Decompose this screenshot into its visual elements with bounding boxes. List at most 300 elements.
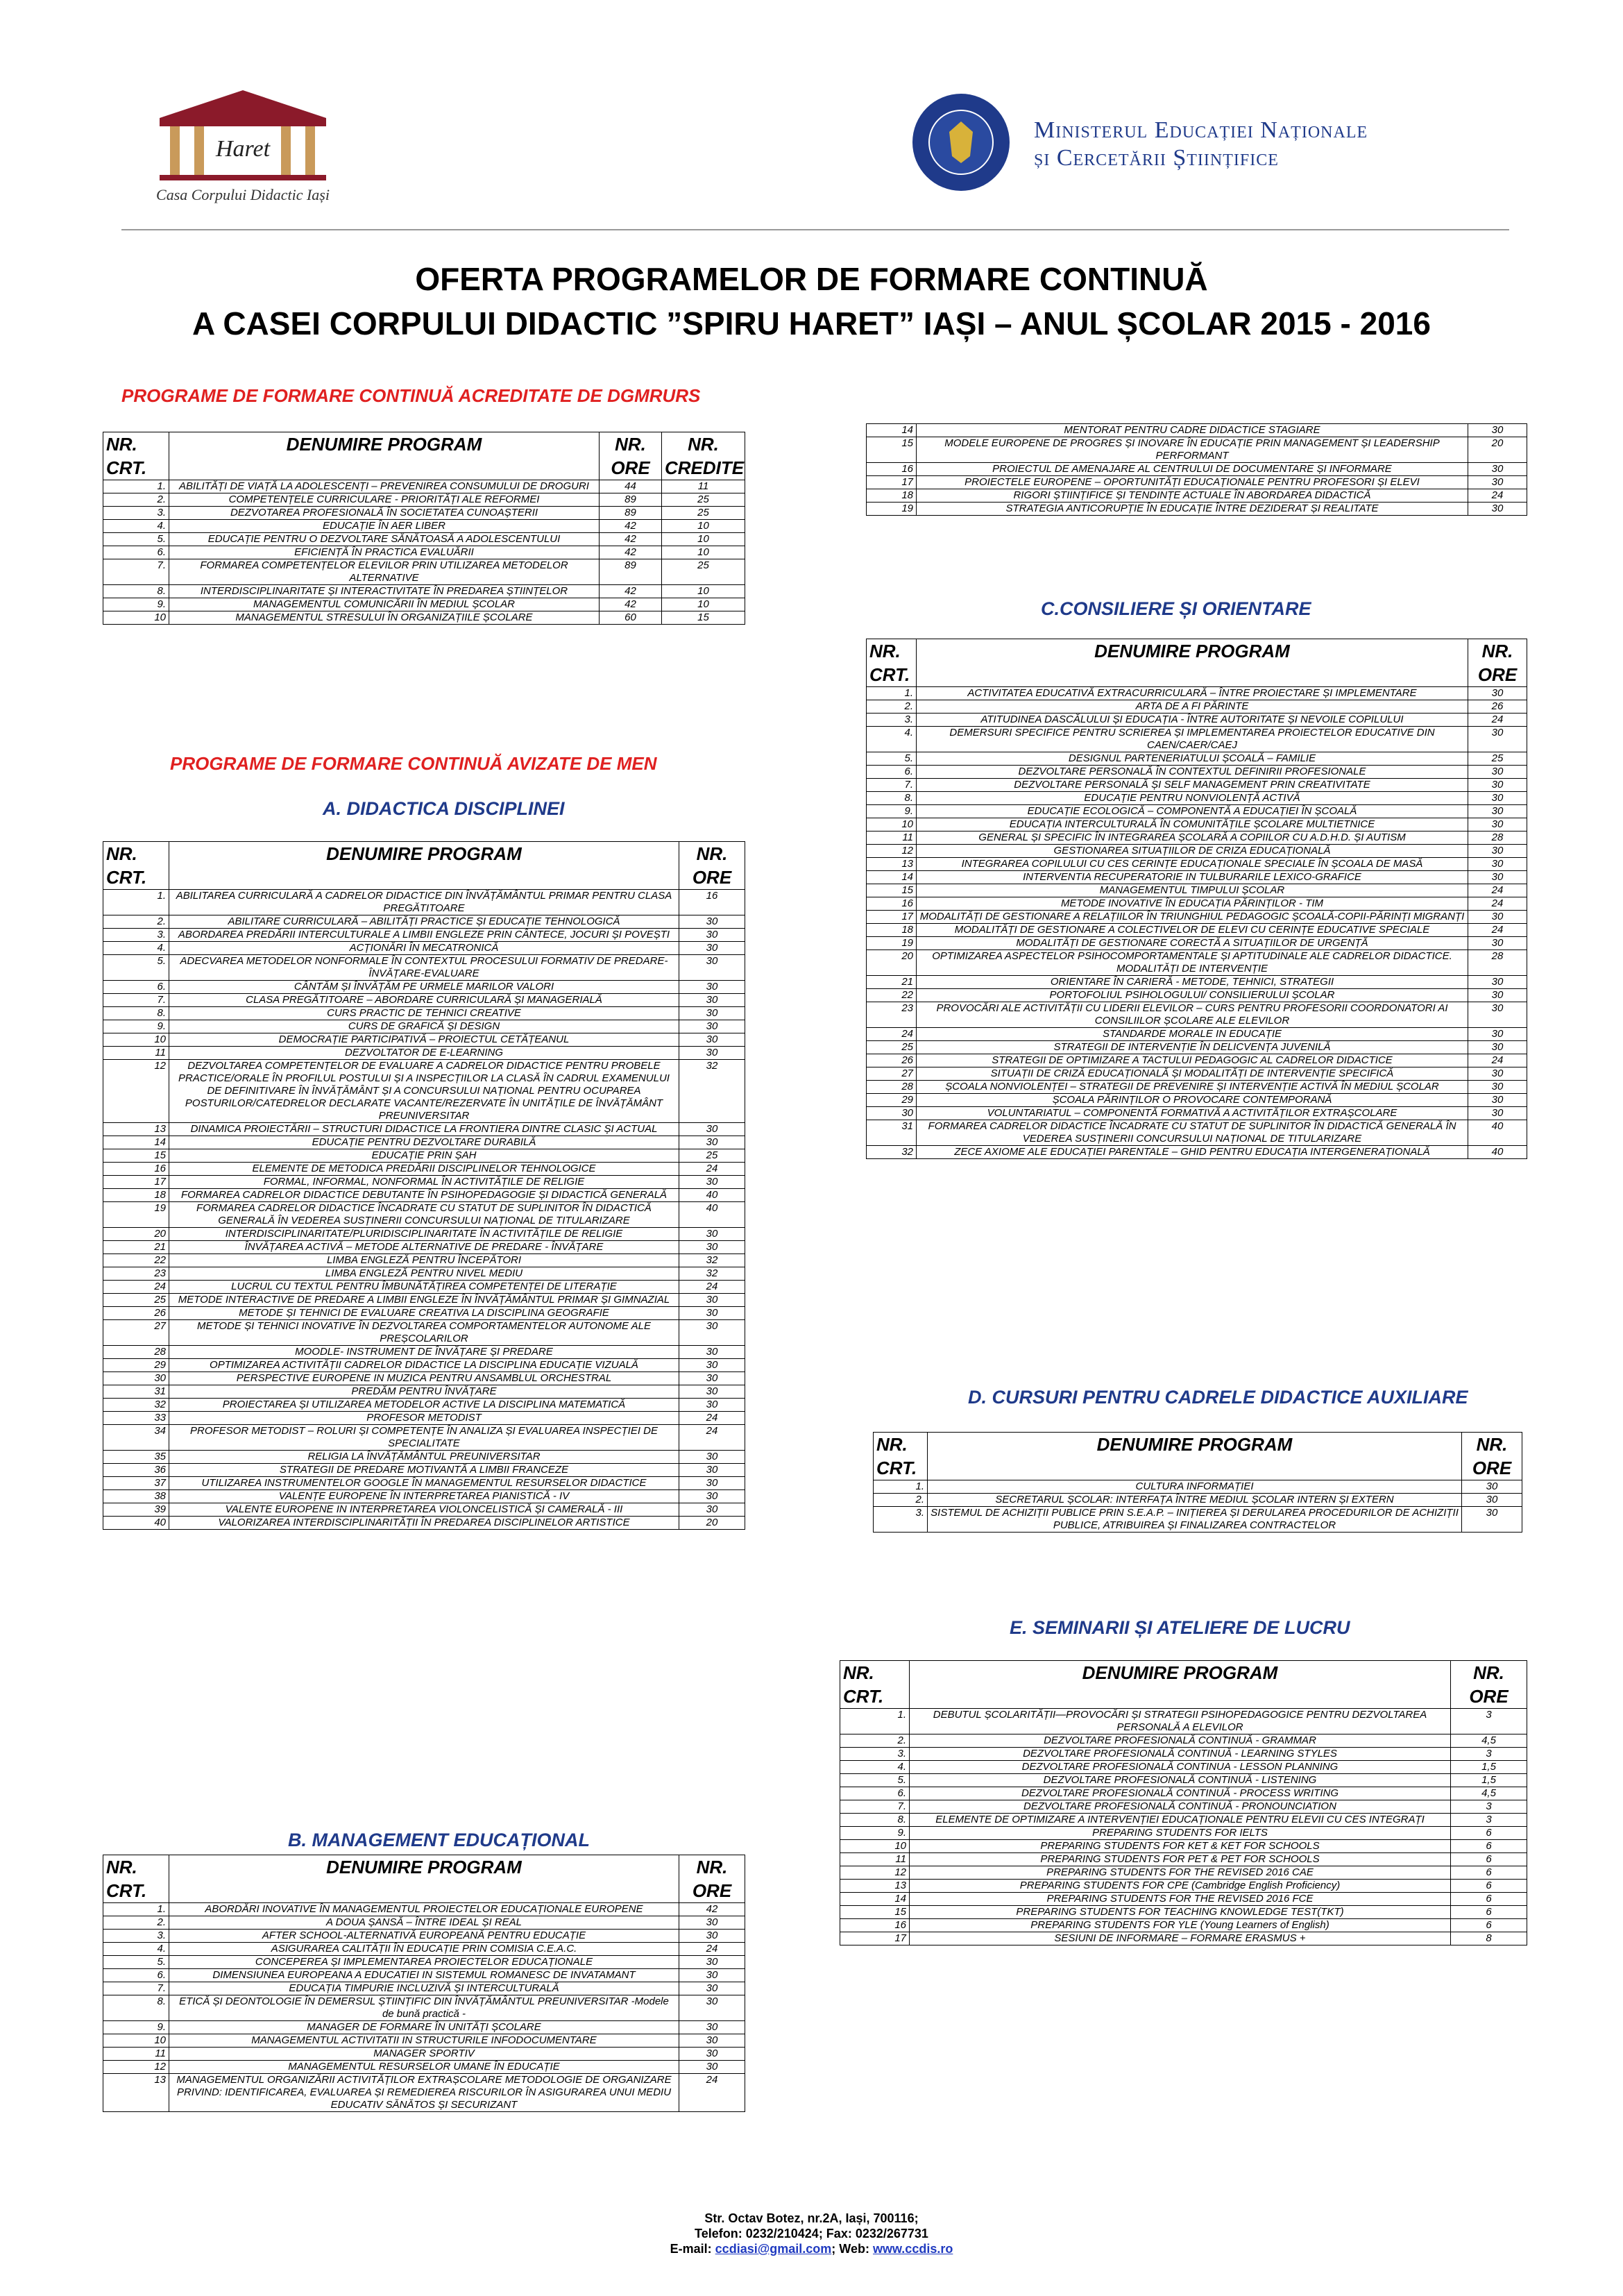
program-name: GESTIONAREA SITUAȚIILOR DE CRIZA EDUCAȚIONALĂ	[917, 845, 1468, 858]
row-number: 16	[867, 463, 917, 476]
table-row	[867, 727, 1527, 752]
row-number: 10	[867, 818, 917, 832]
program-name: PROVOCĂRI ALE ACTIVITĂȚII CU LIDERII ELEVILOR – CURS PENTRU PROFESORII COORDONATORI AI CONSILIILOR ȘCOLARE ALE ELEVILOR	[917, 1002, 1468, 1028]
program-name: DEZVOLTARE PERSONALĂ ȘI SELF MANAGEMENT PRIN CREATIVITATE	[917, 779, 1468, 792]
program-name: MANAGEMENTUL ACTIVITATII IN STRUCTURILE INFODOCUMENTARE	[169, 2034, 679, 2048]
program-name: RIGORI ȘTIINȚIFICE ȘI TENDINȚE ACTUALE ÎN ABORDAREA DIDACTICĂ	[917, 489, 1468, 503]
program-name: MOODLE- INSTRUMENT DE ÎNVĂȚARE ȘI PREDARE	[169, 1346, 679, 1359]
table-row	[103, 1320, 745, 1346]
hours-value: 30	[1468, 976, 1527, 989]
table-row	[103, 2034, 745, 2048]
hours-value: 42	[600, 520, 662, 533]
hours-value: 30	[1468, 727, 1527, 752]
program-name: ORIENTARE ÎN CARIERĂ - METODE, TEHNICI, STRATEGII	[917, 976, 1468, 989]
table-row	[840, 1853, 1527, 1866]
hours-value: 30	[1462, 1494, 1522, 1507]
seminarii-rows	[840, 1709, 1527, 1945]
program-name: INTERVENTIA RECUPERATORIE IN TULBURARILE LEXICO-GRAFICE	[917, 871, 1468, 884]
row-number: 1.	[840, 1709, 910, 1734]
auxiliare-heading: D. CURSURI PENTRU CADRELE DIDACTICE AUXILIARE	[968, 1387, 1468, 1408]
hours-value: 30	[679, 1359, 745, 1372]
program-name: ÎNVĂȚAREA ACTIVĂ – METODE ALTERNATIVE DE PREDARE - ÎNVĂȚARE	[169, 1241, 679, 1254]
program-name: PREDĂM PENTRU ÎNVĂȚARE	[169, 1385, 679, 1399]
row-number: 9.	[103, 1020, 169, 1033]
table-row	[103, 493, 745, 507]
table-row	[103, 598, 745, 611]
row-number: 23	[867, 1002, 917, 1028]
program-name: ABILITAREA CURRICULARĂ A CADRELOR DIDACTICE DIN ÎNVĂȚĂMÂNTUL PRIMAR PENTRU CLASA PREGĂTITOARE	[169, 890, 679, 915]
program-name: DEZVOLTARE PERSONALĂ ÎN CONTEXTUL DEFINIRII PROFESIONALE	[917, 766, 1468, 779]
table-row	[867, 766, 1527, 779]
hours-value: 30	[679, 1307, 745, 1320]
table-row	[867, 489, 1527, 503]
hours-value: 40	[679, 1189, 745, 1202]
row-number: 4.	[103, 520, 169, 533]
seminarii-heading: E. SEMINARII ȘI ATELIERE DE LUCRU	[1010, 1617, 1350, 1638]
program-name: PROIECTELE EUROPENE – OPORTUNITĂȚI EDUCAȚIONALE PENTRU PROFESORI ȘI ELEVI	[917, 476, 1468, 489]
table-row	[874, 1480, 1522, 1494]
hours-value: 30	[1468, 858, 1527, 871]
acreditate-table	[103, 432, 745, 625]
col-ore: NR. ORE	[679, 842, 745, 890]
table-row	[103, 1903, 745, 1916]
hours-value: 24	[679, 1943, 745, 1956]
table-row	[103, 1412, 745, 1425]
ministry-line-2: și Cercetării Științifice	[1034, 145, 1279, 171]
program-name: PORTOFOLIUL PSIHOLOGULUI/ CONSILIERULUI ȘCOLAR	[917, 989, 1468, 1002]
hours-value: 30	[679, 1385, 745, 1399]
program-name: STRATEGIA ANTICORUPȚIE ÎN EDUCAȚIE ÎNTRE DEZIDERAT ȘI REALITATE	[917, 503, 1468, 516]
row-number: 5.	[103, 533, 169, 546]
hours-value: 30	[1468, 1041, 1527, 1054]
row-number: 2.	[840, 1734, 910, 1748]
table-row	[103, 1228, 745, 1241]
program-name: AFTER SCHOOL-ALTERNATIVĂ EUROPEANĂ PENTRU EDUCAȚIE	[169, 1930, 679, 1943]
hours-value: 4,5	[1451, 1787, 1527, 1800]
table-row	[867, 832, 1527, 845]
program-name: SITUAȚII DE CRIZĂ EDUCAȚIONALĂ ȘI MODALITĂȚI DE INTERVENȚIE SPECIFICĂ	[917, 1067, 1468, 1081]
web-label: ; Web:	[831, 2242, 873, 2256]
hours-value: 30	[1468, 871, 1527, 884]
program-name: MENTORAT PENTRU CADRE DIDACTICE STAGIARE	[917, 424, 1468, 437]
hours-value: 24	[1468, 714, 1527, 727]
row-number: 28	[867, 1081, 917, 1094]
program-name: PREPARING STUDENTS FOR CPE (Cambridge English Proficiency)	[910, 1880, 1451, 1893]
row-number: 1.	[874, 1480, 928, 1494]
row-number: 18	[103, 1189, 169, 1202]
government-seal-icon	[909, 90, 1013, 194]
table-row	[103, 1517, 745, 1530]
table-row	[867, 714, 1527, 727]
table-row	[840, 1906, 1527, 1919]
table-row	[867, 911, 1527, 924]
email-label: E-mail:	[670, 2242, 715, 2256]
program-name: VOLUNTARIATUL – COMPONENTĂ FORMATIVĂ A ACTIVITĂȚILOR EXTRAȘCOLARE	[917, 1107, 1468, 1120]
table-row	[840, 1932, 1527, 1945]
row-number: 14	[867, 871, 917, 884]
table-row	[103, 2061, 745, 2074]
hours-value: 24	[1468, 1054, 1527, 1067]
col-ore: NR. ORE	[600, 432, 662, 480]
program-name: MODALITĂȚI DE GESTIONARE A RELAȚIILOR ÎN TRIUNGHIUL PEDAGOGIC ȘCOALĂ-COPII-PĂRINȚI MIGRANȚI	[917, 911, 1468, 924]
hours-value: 6	[1451, 1866, 1527, 1880]
program-name: MANAGER DE FORMARE ÎN UNITĂȚI ȘCOLARE	[169, 2021, 679, 2034]
program-name: UTILIZAREA INSTRUMENTELOR GOOGLE ÎN MANAGEMENTUL RESURSELOR DIDACTICE	[169, 1477, 679, 1490]
hours-value: 30	[679, 2048, 745, 2061]
col-name: DENUMIRE PROGRAM	[910, 1661, 1451, 1709]
table-row	[840, 1761, 1527, 1774]
row-number: 4.	[867, 727, 917, 752]
auxiliare-table	[873, 1432, 1522, 1533]
col-name: DENUMIRE PROGRAM	[169, 842, 679, 890]
col-ore: NR. ORE	[1468, 639, 1527, 687]
program-name: MANAGEMENTUL TIMPULUI ȘCOLAR	[917, 884, 1468, 897]
table-row	[867, 1054, 1527, 1067]
program-name: FORMAL, INFORMAL, NONFORMAL ÎN ACTIVITĂȚILE DE RELIGIE	[169, 1176, 679, 1189]
row-number: 3.	[103, 507, 169, 520]
program-name: PREPARING STUDENTS FOR KET & KET FOR SCHOOLS	[910, 1840, 1451, 1853]
hours-value: 30	[679, 2061, 745, 2074]
hours-value: 30	[679, 981, 745, 994]
table-row	[103, 1346, 745, 1359]
hours-value: 30	[1468, 805, 1527, 818]
hours-value: 32	[679, 1060, 745, 1123]
hours-value: 3	[1451, 1748, 1527, 1761]
hours-value: 30	[679, 1320, 745, 1346]
row-number: 21	[867, 976, 917, 989]
program-name: MANAGER SPORTIV	[169, 2048, 679, 2061]
credits-value: 10	[662, 546, 745, 559]
web-link[interactable]: www.ccdis.ro	[872, 2242, 953, 2256]
row-number: 19	[103, 1202, 169, 1228]
program-name: MANAGEMENTUL ORGANIZĂRII ACTIVITĂȚILOR EXTRAȘCOLARE METODOLOGIE DE ORGANIZARE PRIVIND: IDENTIFICAREA, EVALUAREA ȘI REMEDIEREA RISCURILOR ÎN ASIGURAREA UNUI MEDIU EDUCATIV SĂNĂTOS ȘI SECURIZANT	[169, 2074, 679, 2112]
table-row	[103, 1307, 745, 1320]
row-number: 14	[103, 1136, 169, 1149]
credits-value: 15	[662, 611, 745, 625]
table-row	[867, 950, 1527, 976]
hours-value: 6	[1451, 1893, 1527, 1906]
row-number: 1.	[867, 687, 917, 700]
row-number: 6.	[840, 1787, 910, 1800]
hours-value: 28	[1468, 950, 1527, 976]
didactica-rows	[103, 890, 745, 1530]
hours-value: 6	[1451, 1840, 1527, 1853]
program-name: METODE ȘI TEHNICI INOVATIVE ÎN DEZVOLTAREA COMPORTAMENTELOR AUTONOME ALE PREȘCOLARILOR	[169, 1320, 679, 1346]
hours-value: 30	[1468, 937, 1527, 950]
program-name: PROFESOR METODIST	[169, 1412, 679, 1425]
program-name: EFICIENȚĂ ÎN PRACTICA EVALUĂRII	[169, 546, 600, 559]
hours-value: 30	[679, 1136, 745, 1149]
table-row	[103, 507, 745, 520]
row-number: 6.	[867, 766, 917, 779]
hours-value: 30	[1468, 1002, 1527, 1028]
table-row	[103, 1033, 745, 1047]
row-number: 8.	[103, 1995, 169, 2021]
row-number: 17	[103, 1176, 169, 1189]
row-number: 7.	[867, 779, 917, 792]
row-number: 2.	[874, 1494, 928, 1507]
hours-value: 24	[679, 1412, 745, 1425]
title-line-1: OFERTA PROGRAMELOR DE FORMARE CONTINUĂ	[415, 261, 1208, 297]
hours-value: 24	[679, 1163, 745, 1176]
col-ore: NR. ORE	[1451, 1661, 1527, 1709]
table-row	[867, 805, 1527, 818]
table-row	[867, 1081, 1527, 1094]
header-divider	[121, 229, 1509, 230]
table-row	[840, 1774, 1527, 1787]
table-row	[103, 1464, 745, 1477]
management-rows-part2	[867, 424, 1527, 516]
table-row	[103, 981, 745, 994]
table-row	[867, 858, 1527, 871]
row-number: 9.	[103, 2021, 169, 2034]
row-number: 12	[103, 1060, 169, 1123]
hours-value: 30	[1468, 463, 1527, 476]
table-row	[103, 1123, 745, 1136]
table-row	[103, 520, 745, 533]
seminarii-table	[840, 1660, 1527, 1945]
credits-value: 25	[662, 559, 745, 585]
table-row	[103, 1267, 745, 1281]
hours-value: 6	[1451, 1906, 1527, 1919]
program-name: ATITUDINEA DASCĂLULUI ȘI EDUCAȚIA - ÎNTRE AUTORITATE ȘI NEVOILE COPILULUI	[917, 714, 1468, 727]
program-name: PREPARING STUDENTS FOR IELTS	[910, 1827, 1451, 1840]
hours-value: 30	[679, 994, 745, 1007]
row-number: 31	[867, 1120, 917, 1146]
table-row	[867, 871, 1527, 884]
hours-value: 30	[679, 1228, 745, 1241]
table-row	[840, 1787, 1527, 1800]
col-credite: NR. CREDITE	[662, 432, 745, 480]
hours-value: 30	[679, 1490, 745, 1503]
row-number: 13	[103, 2074, 169, 2112]
hours-value: 28	[1468, 832, 1527, 845]
credits-value: 10	[662, 585, 745, 598]
row-number: 11	[867, 832, 917, 845]
table-row	[103, 1956, 745, 1969]
row-number: 25	[867, 1041, 917, 1054]
hours-value: 8	[1451, 1932, 1527, 1945]
hours-value: 89	[600, 507, 662, 520]
hours-value: 89	[600, 559, 662, 585]
table-row	[840, 1919, 1527, 1932]
row-number: 15	[867, 884, 917, 897]
program-name: EDUCAȚIE ÎN AER LIBER	[169, 520, 600, 533]
hours-value: 20	[679, 1517, 745, 1530]
row-number: 3.	[103, 1930, 169, 1943]
row-number: 6.	[103, 1969, 169, 1982]
program-name: PROIECTUL DE AMENAJARE AL CENTRULUI DE DOCUMENTARE ȘI INFORMARE	[917, 463, 1468, 476]
hours-value: 44	[600, 480, 662, 493]
row-number: 8.	[867, 792, 917, 805]
hours-value: 24	[679, 1425, 745, 1451]
program-name: EDUCAȚIE ECOLOGICĂ – COMPONENTĂ A EDUCAȚIEI ÎN ȘCOALĂ	[917, 805, 1468, 818]
hours-value: 42	[679, 1903, 745, 1916]
hours-value: 24	[1468, 884, 1527, 897]
ccd-logo-text: Casa Corpului Didactic Iași	[156, 186, 330, 203]
row-number: 16	[867, 897, 917, 911]
program-name: PREPARING STUDENTS FOR THE REVISED 2016 CAE	[910, 1866, 1451, 1880]
row-number: 12	[840, 1866, 910, 1880]
table-row	[103, 1163, 745, 1176]
row-number: 24	[103, 1281, 169, 1294]
program-name: COMPETENȚELE CURRICULARE - PRIORITĂȚI ALE REFORMEI	[169, 493, 600, 507]
table-row	[840, 1734, 1527, 1748]
row-number: 23	[103, 1267, 169, 1281]
table-row	[840, 1814, 1527, 1827]
program-name: INTERDISCIPLINARITATE/PLURIDISCIPLINARITATE ÎN ACTIVITĂȚILE DE RELIGIE	[169, 1228, 679, 1241]
management-table	[103, 1855, 745, 2112]
didactica-table	[103, 841, 745, 1530]
program-name: CURS PRACTIC DE TEHNICI CREATIVE	[169, 1007, 679, 1020]
program-name: CÂNTĂM ȘI ÎNVĂȚĂM PE URMELE MARILOR VALORI	[169, 981, 679, 994]
program-name: STRATEGII DE OPTIMIZARE A TACTULUI PEDAGOGIC AL CADRELOR DIDACTICE	[917, 1054, 1468, 1067]
credits-value: 25	[662, 507, 745, 520]
hours-value: 30	[1468, 503, 1527, 516]
row-number: 14	[840, 1893, 910, 1906]
row-number: 7.	[840, 1800, 910, 1814]
program-name: CONCEPEREA ȘI IMPLEMENTAREA PROIECTELOR EDUCAȚIONALE	[169, 1956, 679, 1969]
hours-value: 30	[679, 1294, 745, 1307]
table-row	[867, 897, 1527, 911]
program-name: ZECE AXIOME ALE EDUCAȚIEI PARENTALE – GHID PENTRU EDUCAȚIA INTERGENERAȚIONALĂ	[917, 1146, 1468, 1159]
row-number: 7.	[103, 559, 169, 585]
program-name: MANAGEMENTUL COMUNICĂRII ÎN MEDIUL ȘCOLAR	[169, 598, 600, 611]
hours-value: 30	[679, 1477, 745, 1490]
table-row	[867, 1146, 1527, 1159]
row-number: 11	[103, 1047, 169, 1060]
table-row	[867, 1107, 1527, 1120]
row-number: 7.	[103, 994, 169, 1007]
col-nr: NR. CRT.	[103, 842, 169, 890]
title-line-2: A CASEI CORPULUI DIDACTIC ”SPIRU HARET” IAȘI – ANUL ȘCOLAR 2015 - 2016	[192, 305, 1431, 341]
table-row	[840, 1709, 1527, 1734]
hours-value: 30	[1468, 845, 1527, 858]
program-name: DEZVOLTARE PROFESIONALĂ CONTINUA - LESSON PLANNING	[910, 1761, 1451, 1774]
consiliere-heading: C.CONSILIERE ȘI ORIENTARE	[1041, 598, 1311, 619]
row-number: 32	[867, 1146, 917, 1159]
table-row	[103, 2048, 745, 2061]
management-rows-part1	[103, 1903, 745, 2112]
row-number: 3.	[874, 1507, 928, 1533]
program-name: DEZVOLTARE PROFESIONALĂ CONTINUĂ - LISTENING	[910, 1774, 1451, 1787]
hours-value: 30	[679, 1033, 745, 1047]
table-row	[103, 1372, 745, 1385]
email-link[interactable]: ccdiasi@gmail.com	[715, 2242, 832, 2256]
table-row	[103, 1982, 745, 1995]
hours-value: 25	[679, 1149, 745, 1163]
table-row	[103, 1385, 745, 1399]
hours-value: 30	[1468, 1081, 1527, 1094]
credits-value: 10	[662, 520, 745, 533]
row-number: 15	[867, 437, 917, 463]
row-number: 34	[103, 1425, 169, 1451]
hours-value: 30	[679, 1451, 745, 1464]
page-title	[0, 257, 1623, 346]
program-name: ȘCOALA NONVIOLENȚEI – STRATEGII DE PREVENIRE ȘI INTERVENȚIE ACTIVĂ ÎN MEDIUL ȘCOLAR	[917, 1081, 1468, 1094]
row-number: 9.	[840, 1827, 910, 1840]
row-number: 22	[103, 1254, 169, 1267]
table-row	[103, 915, 745, 929]
row-number: 9.	[867, 805, 917, 818]
row-number: 2.	[103, 1916, 169, 1930]
program-name: PREPARING STUDENTS FOR TEACHING KNOWLEDGE TEST(TKT)	[910, 1906, 1451, 1919]
row-number: 26	[103, 1307, 169, 1320]
hours-value: 20	[1468, 437, 1527, 463]
table-row	[103, 1047, 745, 1060]
program-name: EDUCAȚIE PENTRU O DEZVOLTARE SĂNĂTOASĂ A ADOLESCENTULUI	[169, 533, 600, 546]
hours-value: 42	[600, 546, 662, 559]
table-row	[103, 1202, 745, 1228]
row-number: 20	[103, 1228, 169, 1241]
footer-contact	[0, 2241, 1623, 2256]
program-name: ABORDAREA PREDĂRII INTERCULTURALE A LIMBII ENGLEZE PRIN CÂNTECE, JOCURI ȘI POVEȘTI	[169, 929, 679, 942]
row-number: 39	[103, 1503, 169, 1517]
program-name: OPTIMIZAREA ASPECTELOR PSIHOCOMPORTAMENTALE ȘI APTITUDINALE ALE CADRELOR DIDACTICE. MODALITĂȚI DE INTERVENȚIE	[917, 950, 1468, 976]
program-name: DIMENSIUNEA EUROPEANA A EDUCATIEI IN SISTEMUL ROMANESC DE INVATAMANT	[169, 1969, 679, 1982]
program-name: RELIGIA LA ÎNVĂȚĂMÂNTUL PREUNIVERSITAR	[169, 1451, 679, 1464]
hours-value: 40	[1468, 1120, 1527, 1146]
row-number: 2.	[103, 493, 169, 507]
hours-value: 3	[1451, 1709, 1527, 1734]
hours-value: 30	[679, 1982, 745, 1995]
col-name: DENUMIRE PROGRAM	[169, 432, 600, 480]
table-row	[103, 1060, 745, 1123]
program-name: ABILITARE CURRICULARĂ – ABILITĂȚI PRACTICE ȘI EDUCAȚIE TEHNOLOGICĂ	[169, 915, 679, 929]
program-name: OPTIMIZAREA ACTIVITĂȚII CADRELOR DIDACTICE LA DISCIPLINA EDUCAȚIE VIZUALĂ	[169, 1359, 679, 1372]
row-number: 36	[103, 1464, 169, 1477]
hours-value: 30	[1468, 1067, 1527, 1081]
row-number: 1.	[103, 890, 169, 915]
ccd-logo	[132, 76, 354, 215]
row-number: 17	[867, 911, 917, 924]
row-number: 10	[103, 611, 169, 625]
credits-value: 10	[662, 533, 745, 546]
program-name: DEZVOLTARE PROFESIONALĂ CONTINUĂ - GRAMMAR	[910, 1734, 1451, 1748]
table-row	[867, 1028, 1527, 1041]
table-row	[103, 1020, 745, 1033]
hours-value: 30	[679, 1123, 745, 1136]
program-name: A DOUA ȘANSĂ – ÎNTRE IDEAL ȘI REAL	[169, 1916, 679, 1930]
table-row	[103, 1136, 745, 1149]
row-number: 38	[103, 1490, 169, 1503]
table-row	[867, 476, 1527, 489]
row-number: 26	[867, 1054, 917, 1067]
program-name: ASIGURAREA CALITĂȚII ÎN EDUCAȚIE PRIN COMISIA C.E.A.C.	[169, 1943, 679, 1956]
row-number: 31	[103, 1385, 169, 1399]
program-name: SECRETARUL ȘCOLAR: INTERFAȚA ÎNTRE MEDIUL ȘCOLAR INTERN ȘI EXTERN	[928, 1494, 1462, 1507]
table-row	[103, 1294, 745, 1307]
row-number: 8.	[103, 585, 169, 598]
table-row	[867, 818, 1527, 832]
row-number: 10	[840, 1840, 910, 1853]
program-name: FORMAREA COMPETENȚELOR ELEVILOR PRIN UTILIZAREA METODELOR ALTERNATIVE	[169, 559, 600, 585]
table-row	[103, 1241, 745, 1254]
hours-value: 30	[1468, 424, 1527, 437]
table-row	[874, 1507, 1522, 1533]
row-number: 3.	[840, 1748, 910, 1761]
program-name: PREPARING STUDENTS FOR PET & PET FOR SCHOOLS	[910, 1853, 1451, 1866]
row-number: 18	[867, 924, 917, 937]
program-name: CLASA PREGĂTITOARE – ABORDARE CURRICULARĂ ȘI MANAGERIALĂ	[169, 994, 679, 1007]
auxiliare-rows	[874, 1480, 1522, 1533]
hours-value: 24	[679, 1281, 745, 1294]
row-number: 6.	[103, 546, 169, 559]
table-row	[103, 1189, 745, 1202]
row-number: 13	[840, 1880, 910, 1893]
hours-value: 32	[679, 1254, 745, 1267]
program-name: INTERDISCIPLINARITATE ȘI INTERACTIVITATE ÎN PREDAREA ȘTIINȚELOR	[169, 585, 600, 598]
